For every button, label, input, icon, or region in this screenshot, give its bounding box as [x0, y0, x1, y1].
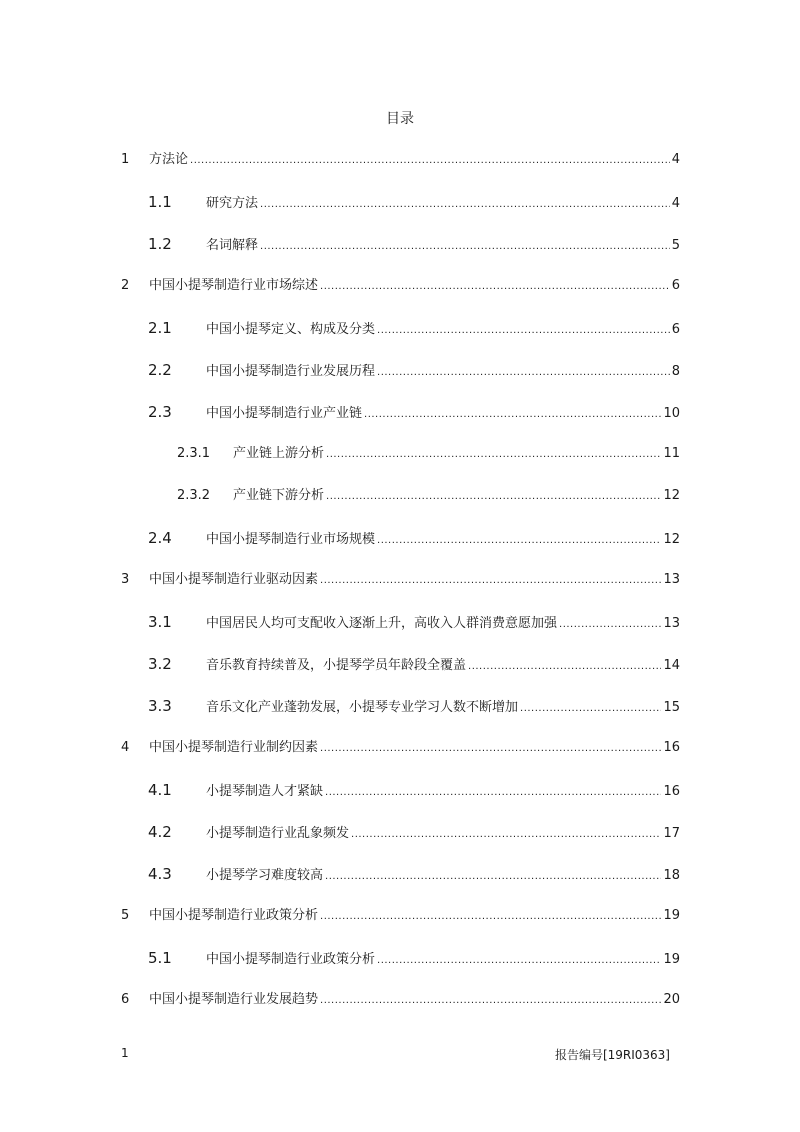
toc-page-number: 8 [671, 364, 680, 379]
toc-leader [377, 531, 661, 551]
toc-number: 3.2 [148, 655, 172, 673]
toc-entry[interactable] [148, 696, 680, 716]
toc-leader [325, 867, 661, 887]
toc-page-number: 6 [671, 278, 680, 293]
toc-leader [320, 571, 661, 591]
toc-leader [260, 195, 670, 215]
toc-leader [320, 277, 670, 297]
toc-title: 中国小提琴制造行业市场规模 [206, 532, 376, 547]
toc-page-number: 15 [663, 700, 680, 715]
toc-title: 中国小提琴制造行业制约因素 [149, 740, 319, 755]
toc-title: 中国小提琴制造行业驱动因素 [149, 572, 319, 587]
page-footer [121, 1046, 670, 1063]
toc-leader [377, 951, 661, 971]
toc-leader [377, 321, 670, 341]
toc-number: 1 [121, 152, 130, 167]
toc-leader [320, 739, 661, 759]
toc-page-number: 5 [671, 238, 680, 253]
toc-number: 2 [121, 278, 130, 293]
toc-page-number: 19 [663, 908, 680, 923]
toc-page-number: 19 [663, 952, 680, 967]
toc-leader [351, 825, 661, 845]
toc-leader [377, 363, 670, 383]
toc-title: 中国小提琴制造行业政策分析 [149, 908, 319, 923]
toc-entry[interactable] [148, 864, 680, 884]
toc-entry[interactable] [121, 276, 680, 296]
toc-page-number: 12 [663, 488, 680, 503]
toc-number: 2.1 [148, 319, 172, 337]
toc-title: 小提琴制造人才紧缺 [206, 784, 324, 799]
toc-page-number: 4 [671, 152, 680, 167]
toc-page-number: 17 [663, 826, 680, 841]
toc-number: 5.1 [148, 949, 172, 967]
toc-title: 音乐文化产业蓬勃发展，小提琴专业学习人数不断增加 [206, 700, 519, 715]
toc-number: 1.1 [148, 193, 172, 211]
toc-leader [320, 991, 661, 1011]
toc-entry[interactable] [148, 402, 680, 422]
toc-entry[interactable] [148, 780, 680, 800]
toc-title: 中国小提琴制造行业产业链 [206, 406, 363, 421]
toc-number: 4 [121, 740, 130, 755]
toc-page-number: 12 [663, 532, 680, 547]
toc-leader [559, 615, 661, 635]
toc-leader [468, 657, 661, 677]
toc-entry[interactable] [148, 360, 680, 380]
toc-leader [326, 445, 661, 465]
toc-number: 3 [121, 572, 130, 587]
toc-title: 中国小提琴定义、构成及分类 [206, 322, 376, 337]
toc-title: 中国小提琴制造行业发展趋势 [149, 992, 319, 1007]
toc-number: 2.3.1 [177, 446, 211, 461]
toc-leader [326, 487, 661, 507]
toc-title: 产业链上游分析 [233, 446, 325, 461]
footer-report-id: 报告编号[19RI0363] [554, 1048, 670, 1062]
toc-title: 中国小提琴制造行业发展历程 [206, 364, 376, 379]
toc-page-number: 13 [663, 616, 680, 631]
toc-title: 产业链下游分析 [233, 488, 325, 503]
toc-page-number: 10 [663, 406, 680, 421]
toc-entry[interactable] [121, 150, 680, 170]
footer-page-number: 1 [121, 1046, 129, 1060]
toc-entry[interactable] [148, 948, 680, 968]
toc-number: 1.2 [148, 235, 172, 253]
toc-page-number: 4 [671, 196, 680, 211]
toc-number: 5 [121, 908, 130, 923]
toc-title: 中国居民人均可支配收入逐渐上升，高收入人群消费意愿加强 [206, 616, 558, 631]
toc-number: 4.2 [148, 823, 172, 841]
toc-number: 2.2 [148, 361, 172, 379]
toc-entry[interactable] [177, 486, 680, 506]
toc-page-number: 16 [663, 740, 680, 755]
toc-leader [364, 405, 661, 425]
toc-title: 音乐教育持续普及，小提琴学员年龄段全覆盖 [206, 658, 467, 673]
toc-title: 研究方法 [206, 196, 259, 211]
toc-entry[interactable] [148, 822, 680, 842]
toc-number: 3.1 [148, 613, 172, 631]
toc-entry[interactable] [121, 990, 680, 1010]
toc-entry[interactable] [148, 234, 680, 254]
toc-title: 名词解释 [206, 238, 259, 253]
toc-title: 方法论 [149, 152, 189, 167]
toc-number: 2.3.2 [177, 488, 211, 503]
toc-number: 6 [121, 992, 130, 1007]
toc-number: 2.4 [148, 529, 172, 547]
toc-entry[interactable] [148, 318, 680, 338]
page-title: 目录 [386, 111, 414, 127]
toc-leader [325, 783, 661, 803]
toc-entry[interactable] [177, 444, 680, 464]
toc-number: 4.1 [148, 781, 172, 799]
toc-title: 中国小提琴制造行业政策分析 [206, 952, 376, 967]
toc-page-number: 20 [663, 992, 680, 1007]
toc-page-number: 11 [663, 446, 680, 461]
toc-leader [320, 907, 661, 927]
toc-entry[interactable] [148, 192, 680, 212]
toc-title: 小提琴制造行业乱象频发 [206, 826, 350, 841]
toc-number: 4.3 [148, 865, 172, 883]
toc-page-number: 14 [663, 658, 680, 673]
toc-title: 中国小提琴制造行业市场综述 [149, 278, 319, 293]
toc-leader [520, 699, 661, 719]
toc-leader [190, 151, 670, 171]
toc-page-number: 13 [663, 572, 680, 587]
toc-page-number: 18 [663, 868, 680, 883]
toc-entry[interactable] [121, 738, 680, 758]
toc-entry[interactable] [148, 654, 680, 674]
toc-number: 2.3 [148, 403, 172, 421]
toc-title: 小提琴学习难度较高 [206, 868, 324, 883]
toc-entry[interactable] [121, 906, 680, 926]
toc-entry[interactable] [148, 612, 680, 632]
toc-entry[interactable] [121, 570, 680, 590]
toc-page-number: 6 [671, 322, 680, 337]
toc-entry[interactable] [148, 528, 680, 548]
toc-page-number: 16 [663, 784, 680, 799]
toc-leader [260, 237, 670, 257]
toc-number: 3.3 [148, 697, 172, 715]
